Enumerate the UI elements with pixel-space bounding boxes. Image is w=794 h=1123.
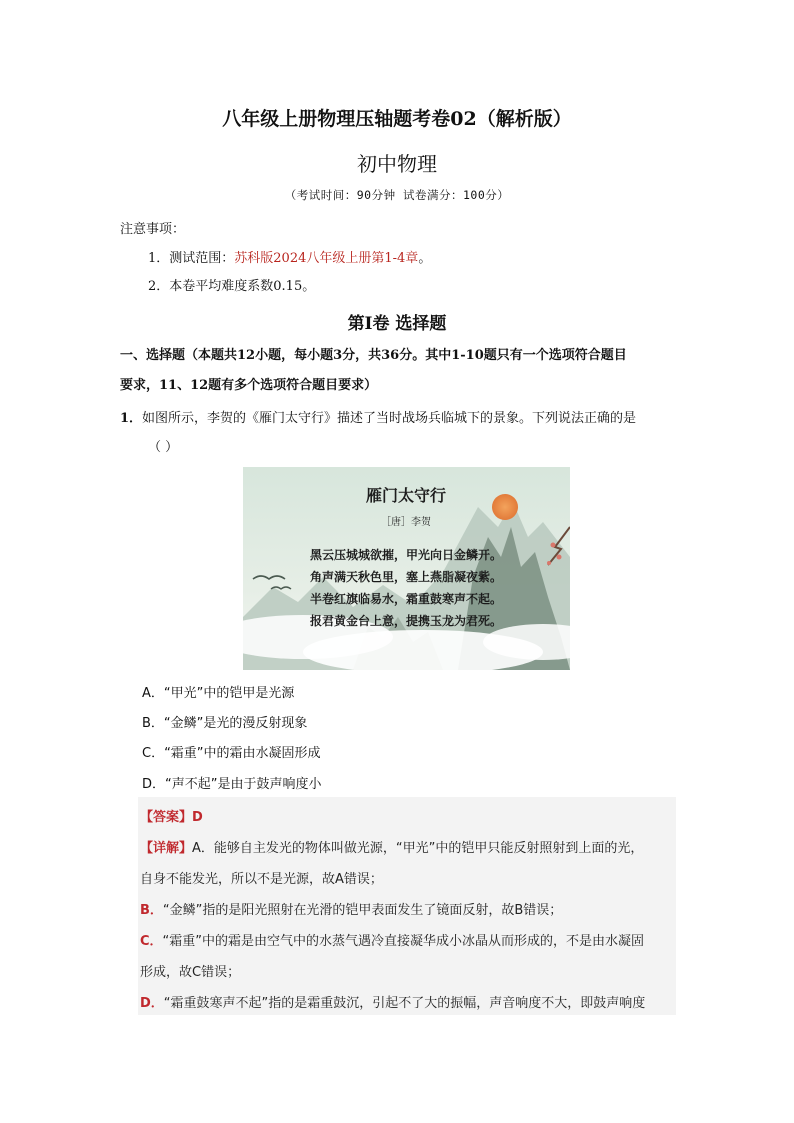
poem-line-3: 半卷红旗临易水，霜重鼓寒声不起。 xyxy=(309,592,503,606)
notice-item-1-scope: 苏科版2024八年级上册第1-4章 xyxy=(234,251,419,266)
explanation-line-4-option-letter: C． xyxy=(140,934,163,949)
notice-item-1 xyxy=(148,247,431,266)
part-instruction-line-1: 一、选择题（本题共12小题，每小题3分，共36分。其中1-10题只有一个选项符合题目 xyxy=(120,348,627,363)
option-a: A．“甲光”中的铠甲是光源 xyxy=(142,686,295,701)
explanation-line-3-text: “金鳞”指的是阳光照射在光滑的铠甲表面发生了镜面反射，故B错误； xyxy=(162,903,563,918)
poem-line-1: 黑云压城城欲摧，甲光向日金鳞开。 xyxy=(309,548,503,562)
sun-icon xyxy=(492,494,518,520)
explanation-line-6-text: “霜重鼓寒声不起”指的是霜重鼓沉，引起不了大的振幅，声音响度不大，即鼓声响度 xyxy=(163,996,646,1011)
question-number: 1． xyxy=(120,411,143,426)
explanation-line-6-option-letter: D． xyxy=(140,996,164,1011)
poem-title: 雁门太守行 xyxy=(365,486,447,505)
explanation-line-3 xyxy=(140,899,680,918)
poem-line-4: 报君黄金台上意，提携玉龙为君死。 xyxy=(309,614,503,628)
poem-line-2: 角声满天秋色里，塞上燕脂凝夜紫。 xyxy=(309,570,503,584)
explanation-line-2: 自身不能发光，所以不是光源，故A错误； xyxy=(140,872,383,887)
poem-author: ［唐］李贺 xyxy=(381,517,431,528)
explanation-line-3-option-letter: B． xyxy=(140,903,163,918)
poem-illustration xyxy=(243,467,570,670)
question-1-stem xyxy=(120,403,680,434)
option-d: D．“声不起”是由于鼓声响度小 xyxy=(142,777,322,792)
notice-item-1-suffix: 。 xyxy=(418,251,432,266)
option-c: C．“霜重”中的霜由水凝固形成 xyxy=(142,746,321,761)
part-instruction-line-2: 要求，11、12题有多个选项符合题目要求） xyxy=(120,378,378,393)
section-title: 第Ⅰ卷 选择题 xyxy=(347,314,447,334)
explanation-label: 【详解】 xyxy=(140,841,193,856)
option-b: B．“金鳞”是光的漫反射现象 xyxy=(142,716,308,731)
answer-blank: （ ） xyxy=(148,440,179,455)
question-text: 如图所示，李贺的《雁门太守行》描述了当时战场兵临城下的景象。下列说法正确的是 xyxy=(142,411,637,426)
page-subtitle: 初中物理 xyxy=(357,152,437,176)
page-title: 八年级上册物理压轴题考卷02（解析版） xyxy=(222,108,572,130)
exam-info: （考试时间：90分钟 试卷满分：100分） xyxy=(284,188,510,202)
notice-item-2: 2．本卷平均难度系数0.15。 xyxy=(148,279,316,294)
answer-label: 【答案】D xyxy=(140,810,203,825)
notice-item-1-prefix: 1．测试范围： xyxy=(148,251,235,266)
explanation-line-4 xyxy=(140,930,680,949)
explanation-line-5: 形成，故C错误； xyxy=(140,965,241,980)
explanation-line-4-text: “霜重”中的霜是由空气中的水蒸气遇冷直接凝华成小冰晶从而形成的，不是由水凝固 xyxy=(162,934,645,949)
explanation-line-6 xyxy=(140,992,680,1011)
explanation-text-1: A．能够自主发光的物体叫做光源，“甲光”中的铠甲只能反射照射到上面的光， xyxy=(192,841,644,856)
explanation-line-1 xyxy=(140,837,680,856)
notice-title: 注意事项： xyxy=(120,222,186,237)
